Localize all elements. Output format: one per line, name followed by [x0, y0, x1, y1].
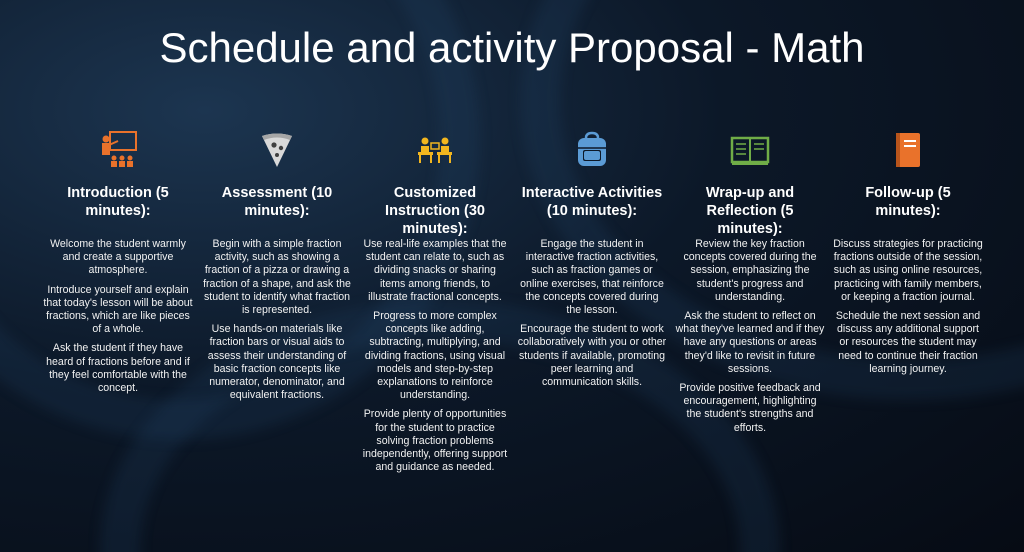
- notebook-icon: [888, 130, 928, 170]
- paragraph: Encourage the student to work collaboratively with you or other students if available, promoting peer learning and communication skills.: [517, 323, 667, 389]
- column-heading: Follow-up (5 minutes):: [865, 185, 951, 219]
- open-book-icon: [730, 130, 770, 170]
- column-heading: Wrap-up and Reflection (5 minutes):: [705, 185, 795, 237]
- column-wrap-up: [675, 130, 825, 441]
- paragraph: Ask the student if they have heard of fractions before and if they feel comfortable with the concept.: [46, 342, 190, 395]
- paragraph: Use real-life examples that the student can relate to, such as dividing snacks or sharing items among friends, to illustrate fractional concepts.: [363, 238, 507, 303]
- paragraph: Engage the student in interactive fraction activities, such as fraction games or online exercises, that reinforce the concepts covered during the lesson.: [520, 238, 664, 317]
- backpack-icon: [572, 130, 612, 170]
- column-interactive-activities: [517, 130, 667, 395]
- column-assessment: [202, 130, 352, 408]
- paragraph: Use hands-on materials like fraction bars or visual aids to assess their understanding of basic fraction concepts like numerator, denominator, and equivalent fractions.: [207, 323, 347, 402]
- column-heading: Introduction (5 minutes):: [67, 185, 169, 219]
- column-customized-instruction: [360, 130, 510, 480]
- page-title: Schedule and activity Proposal - Math: [159, 24, 865, 71]
- column-follow-up: [833, 130, 983, 382]
- teacher-classroom-icon: [98, 130, 138, 170]
- pizza-slice-icon: [257, 130, 297, 170]
- paragraph: Review the key fraction concepts covered during the session, emphasizing the student's progress and understanding.: [683, 238, 817, 303]
- paragraph: Provide plenty of opportunities for the student to practice solving fraction problems independently, offering support and guidance as needed.: [362, 408, 508, 474]
- paragraph: Begin with a simple fraction activity, such as showing a fraction of a pizza or drawing a fraction of a shape, and ask the student to identify what fraction is represented.: [203, 238, 351, 317]
- column-heading: Customized Instruction (30 minutes):: [385, 185, 485, 237]
- column-heading: Assessment (10 minutes):: [221, 185, 333, 219]
- paragraph: Discuss strategies for practicing fractions outside of the session, such as using online resources, practicing with family members, or keeping a fraction journal.: [833, 238, 983, 303]
- students-at-desks-icon: [415, 130, 455, 170]
- paragraph: Provide positive feedback and encouragement, highlighting the student's strengths and efforts.: [679, 382, 821, 434]
- column-heading: Interactive Activities (10 minutes):: [521, 185, 663, 219]
- column-introduction: [43, 130, 193, 401]
- paragraph: Progress to more complex concepts like adding, subtracting, multiplying, and dividing fractions, using visual models and step-by-step explanations to reinforce understanding.: [364, 310, 506, 402]
- paragraph: Schedule the next session and discuss any additional support or resources the student may need to continue their fraction learning journey.: [835, 310, 981, 375]
- paragraph: Ask the student to reflect on what they've learned and if they have any questions or areas they'd like to revisit in future sessions.: [675, 310, 825, 375]
- paragraph: Introduce yourself and explain that today's lesson will be about fractions, which are like pieces of a whole.: [43, 283, 193, 336]
- paragraph: Welcome the student warmly and create a supportive atmosphere.: [50, 238, 186, 277]
